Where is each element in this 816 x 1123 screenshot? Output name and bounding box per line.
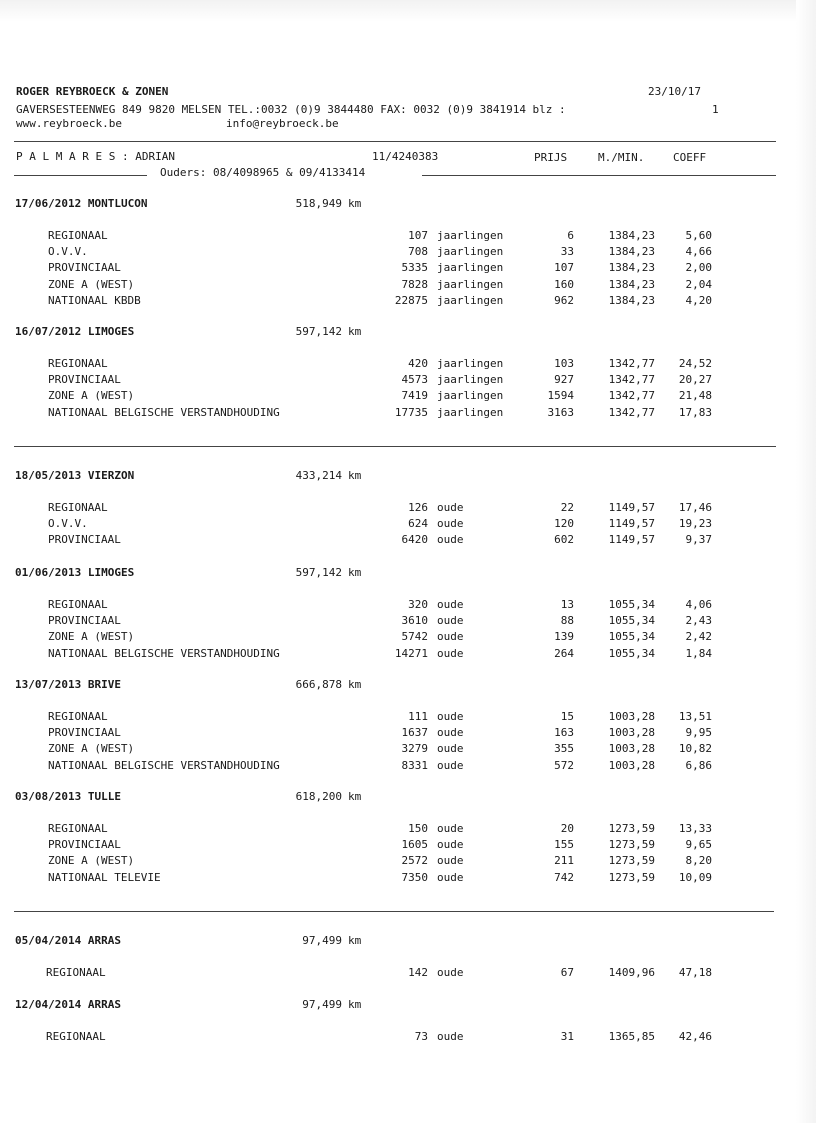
result-entrants: 14271 (394, 647, 428, 660)
result-speed: 1003,28 (608, 742, 655, 755)
result-category: jaarlingen (437, 294, 504, 307)
result-entrants: 111 (408, 710, 428, 723)
result-entrants: 708 (408, 245, 428, 258)
result-place: 120 (554, 517, 574, 530)
result-coefficient: 8,20 (685, 854, 712, 867)
distance-unit: km (348, 934, 362, 947)
result-entrants: 107 (408, 229, 428, 242)
result-speed: 1273,59 (608, 871, 655, 884)
result-coefficient: 6,86 (685, 759, 712, 772)
race-distance: 433,214 (295, 469, 342, 482)
result-entrants: 17735 (394, 406, 428, 419)
race-distance: 666,878 (295, 678, 342, 691)
result-speed: 1149,57 (608, 517, 655, 530)
divider (14, 141, 776, 142)
result-level: REGIONAAL (48, 710, 108, 723)
result-category: jaarlingen (437, 357, 504, 370)
result-coefficient: 17,46 (678, 501, 712, 514)
result-place: 20 (560, 822, 574, 835)
result-level: PROVINCIAAL (48, 373, 121, 386)
race-date-location: 03/08/2013 TULLE (15, 790, 121, 803)
result-speed: 1384,23 (608, 229, 655, 242)
result-level: REGIONAAL (48, 501, 108, 514)
result-entrants: 1605 (401, 838, 428, 851)
result-entrants: 3610 (401, 614, 428, 627)
result-speed: 1409,96 (608, 966, 655, 979)
result-level: PROVINCIAAL (48, 533, 121, 546)
race-distance: 597,142 (295, 325, 342, 338)
result-entrants: 6420 (401, 533, 428, 546)
result-place: 264 (554, 647, 574, 660)
result-category: jaarlingen (437, 406, 504, 419)
result-coefficient: 21,48 (678, 389, 712, 402)
result-level: REGIONAAL (48, 598, 108, 611)
distance-unit: km (348, 790, 362, 803)
section-divider-2012 (14, 446, 776, 447)
scan-edge-shade (796, 0, 816, 1123)
result-place: 22 (560, 501, 574, 514)
race-date-location: 17/06/2012 MONTLUCON (15, 197, 148, 210)
result-coefficient: 2,42 (685, 630, 712, 643)
result-coefficient: 2,00 (685, 261, 712, 274)
page-number: 1 (712, 103, 719, 116)
result-level: REGIONAAL (48, 822, 108, 835)
result-coefficient: 47,18 (678, 966, 712, 979)
result-speed: 1384,23 (608, 261, 655, 274)
result-entrants: 4573 (401, 373, 428, 386)
race-date-location: 16/07/2012 LIMOGES (15, 325, 135, 338)
result-place: 31 (560, 1030, 574, 1043)
result-level: PROVINCIAAL (48, 614, 121, 627)
result-category: oude (437, 614, 464, 627)
result-speed: 1055,34 (608, 647, 655, 660)
result-coefficient: 9,65 (685, 838, 712, 851)
result-category: jaarlingen (437, 245, 504, 258)
company-name: ROGER REYBROECK & ZONEN (16, 85, 169, 98)
result-level: REGIONAAL (48, 357, 108, 370)
result-category: oude (437, 533, 464, 546)
result-level: NATIONAAL TELEVIE (48, 871, 161, 884)
race-distance: 97,499 (302, 998, 342, 1011)
race-date-location: 12/04/2014 ARRAS (15, 998, 121, 1011)
column-header-coeff: COEFF (673, 151, 707, 164)
result-coefficient: 13,51 (678, 710, 712, 723)
print-date: 23/10/17 (648, 85, 701, 98)
result-speed: 1273,59 (608, 822, 655, 835)
result-level: NATIONAAL BELGISCHE VERSTANDHOUDING (48, 759, 280, 772)
distance-unit: km (348, 566, 362, 579)
result-level: O.V.V. (48, 245, 88, 258)
result-place: 160 (554, 278, 574, 291)
result-speed: 1384,23 (608, 294, 655, 307)
result-category: jaarlingen (437, 229, 504, 242)
result-entrants: 126 (408, 501, 428, 514)
distance-unit: km (348, 998, 362, 1011)
result-speed: 1365,85 (608, 1030, 655, 1043)
result-entrants: 7350 (401, 871, 428, 884)
result-entrants: 320 (408, 598, 428, 611)
result-coefficient: 2,04 (685, 278, 712, 291)
result-entrants: 73 (414, 1030, 428, 1043)
scan-top-shade (0, 0, 816, 22)
result-category: oude (437, 710, 464, 723)
parents-line: Ouders: 08/4098965 & 09/4133414 (160, 166, 366, 179)
result-coefficient: 13,33 (678, 822, 712, 835)
result-coefficient: 10,09 (678, 871, 712, 884)
result-speed: 1342,77 (608, 373, 655, 386)
result-place: 103 (554, 357, 574, 370)
result-coefficient: 2,43 (685, 614, 712, 627)
section-divider-2013 (14, 911, 774, 912)
result-level: O.V.V. (48, 517, 88, 530)
result-coefficient: 19,23 (678, 517, 712, 530)
result-place: 927 (554, 373, 574, 386)
result-coefficient: 5,60 (685, 229, 712, 242)
result-entrants: 1637 (401, 726, 428, 739)
result-level: NATIONAAL KBDB (48, 294, 141, 307)
race-date-location: 13/07/2013 BRIVE (15, 678, 121, 691)
result-level: NATIONAAL BELGISCHE VERSTANDHOUDING (48, 406, 280, 419)
result-category: oude (437, 726, 464, 739)
result-level: REGIONAAL (48, 229, 108, 242)
result-coefficient: 10,82 (678, 742, 712, 755)
result-place: 1594 (547, 389, 574, 402)
result-level: REGIONAAL (46, 966, 106, 979)
result-place: 211 (554, 854, 574, 867)
result-category: jaarlingen (437, 389, 504, 402)
result-place: 15 (560, 710, 574, 723)
result-entrants: 2572 (401, 854, 428, 867)
result-entrants: 5335 (401, 261, 428, 274)
parents-rule-right (422, 175, 776, 176)
distance-unit: km (348, 678, 362, 691)
result-category: oude (437, 822, 464, 835)
race-distance: 518,949 (295, 197, 342, 210)
result-coefficient: 24,52 (678, 357, 712, 370)
result-category: oude (437, 647, 464, 660)
result-place: 355 (554, 742, 574, 755)
distance-unit: km (348, 325, 362, 338)
result-entrants: 7419 (401, 389, 428, 402)
result-entrants: 22875 (394, 294, 428, 307)
column-header-speed: M./MIN. (598, 151, 645, 164)
result-speed: 1342,77 (608, 389, 655, 402)
result-coefficient: 9,37 (685, 533, 712, 546)
result-category: oude (437, 517, 464, 530)
result-level: PROVINCIAAL (48, 261, 121, 274)
result-speed: 1342,77 (608, 357, 655, 370)
result-place: 962 (554, 294, 574, 307)
result-speed: 1003,28 (608, 726, 655, 739)
result-level: ZONE A (WEST) (48, 742, 135, 755)
result-coefficient: 20,27 (678, 373, 712, 386)
race-date-location: 05/04/2014 ARRAS (15, 934, 121, 947)
distance-unit: km (348, 469, 362, 482)
result-place: 155 (554, 838, 574, 851)
result-speed: 1149,57 (608, 533, 655, 546)
race-distance: 597,142 (295, 566, 342, 579)
address-line: GAVERSESTEENWEG 849 9820 MELSEN TEL.:0032 (0)9 3844480 FAX: 0032 (0)9 3841914 blz : (16, 103, 566, 116)
result-place: 139 (554, 630, 574, 643)
distance-unit: km (348, 197, 362, 210)
result-category: oude (437, 598, 464, 611)
result-level: ZONE A (WEST) (48, 630, 135, 643)
result-level: PROVINCIAAL (48, 726, 121, 739)
email: info@reybroeck.be (226, 117, 339, 130)
result-place: 13 (560, 598, 574, 611)
result-entrants: 624 (408, 517, 428, 530)
result-speed: 1003,28 (608, 710, 655, 723)
website: www.reybroeck.be (16, 117, 122, 130)
race-date-location: 18/05/2013 VIERZON (15, 469, 135, 482)
result-coefficient: 4,20 (685, 294, 712, 307)
result-place: 3163 (547, 406, 574, 419)
result-level: NATIONAAL BELGISCHE VERSTANDHOUDING (48, 647, 280, 660)
result-entrants: 8331 (401, 759, 428, 772)
result-speed: 1384,23 (608, 245, 655, 258)
result-entrants: 5742 (401, 630, 428, 643)
result-entrants: 142 (408, 966, 428, 979)
result-coefficient: 1,84 (685, 647, 712, 660)
result-category: oude (437, 838, 464, 851)
result-speed: 1055,34 (608, 614, 655, 627)
result-entrants: 7828 (401, 278, 428, 291)
result-category: jaarlingen (437, 261, 504, 274)
ring-number: 11/4240383 (372, 150, 439, 163)
race-distance: 97,499 (302, 934, 342, 947)
parents-rule-left (14, 175, 147, 176)
result-coefficient: 42,46 (678, 1030, 712, 1043)
result-place: 33 (560, 245, 574, 258)
palmares-label: P A L M A R E S : ADRIAN (16, 150, 175, 163)
result-place: 6 (567, 229, 574, 242)
result-place: 602 (554, 533, 574, 546)
result-coefficient: 9,95 (685, 726, 712, 739)
column-header-prize: PRIJS (534, 151, 568, 164)
result-entrants: 420 (408, 357, 428, 370)
result-coefficient: 17,83 (678, 406, 712, 419)
result-level: PROVINCIAAL (48, 838, 121, 851)
result-category: oude (437, 871, 464, 884)
result-category: oude (437, 501, 464, 514)
result-entrants: 150 (408, 822, 428, 835)
result-speed: 1273,59 (608, 838, 655, 851)
race-date-location: 01/06/2013 LIMOGES (15, 566, 135, 579)
result-place: 572 (554, 759, 574, 772)
result-entrants: 3279 (401, 742, 428, 755)
result-speed: 1384,23 (608, 278, 655, 291)
result-speed: 1273,59 (608, 854, 655, 867)
result-level: REGIONAAL (46, 1030, 106, 1043)
race-distance: 618,200 (295, 790, 342, 803)
result-category: oude (437, 966, 464, 979)
result-category: oude (437, 759, 464, 772)
result-category: jaarlingen (437, 278, 504, 291)
result-speed: 1342,77 (608, 406, 655, 419)
result-level: ZONE A (WEST) (48, 854, 135, 867)
result-level: ZONE A (WEST) (48, 278, 135, 291)
result-category: jaarlingen (437, 373, 504, 386)
result-category: oude (437, 630, 464, 643)
result-place: 742 (554, 871, 574, 884)
result-speed: 1055,34 (608, 598, 655, 611)
result-place: 163 (554, 726, 574, 739)
result-category: oude (437, 854, 464, 867)
result-speed: 1003,28 (608, 759, 655, 772)
result-place: 107 (554, 261, 574, 274)
result-speed: 1149,57 (608, 501, 655, 514)
result-coefficient: 4,06 (685, 598, 712, 611)
result-coefficient: 4,66 (685, 245, 712, 258)
result-category: oude (437, 1030, 464, 1043)
result-category: oude (437, 742, 464, 755)
result-place: 67 (560, 966, 574, 979)
result-level: ZONE A (WEST) (48, 389, 135, 402)
result-place: 88 (560, 614, 574, 627)
result-speed: 1055,34 (608, 630, 655, 643)
